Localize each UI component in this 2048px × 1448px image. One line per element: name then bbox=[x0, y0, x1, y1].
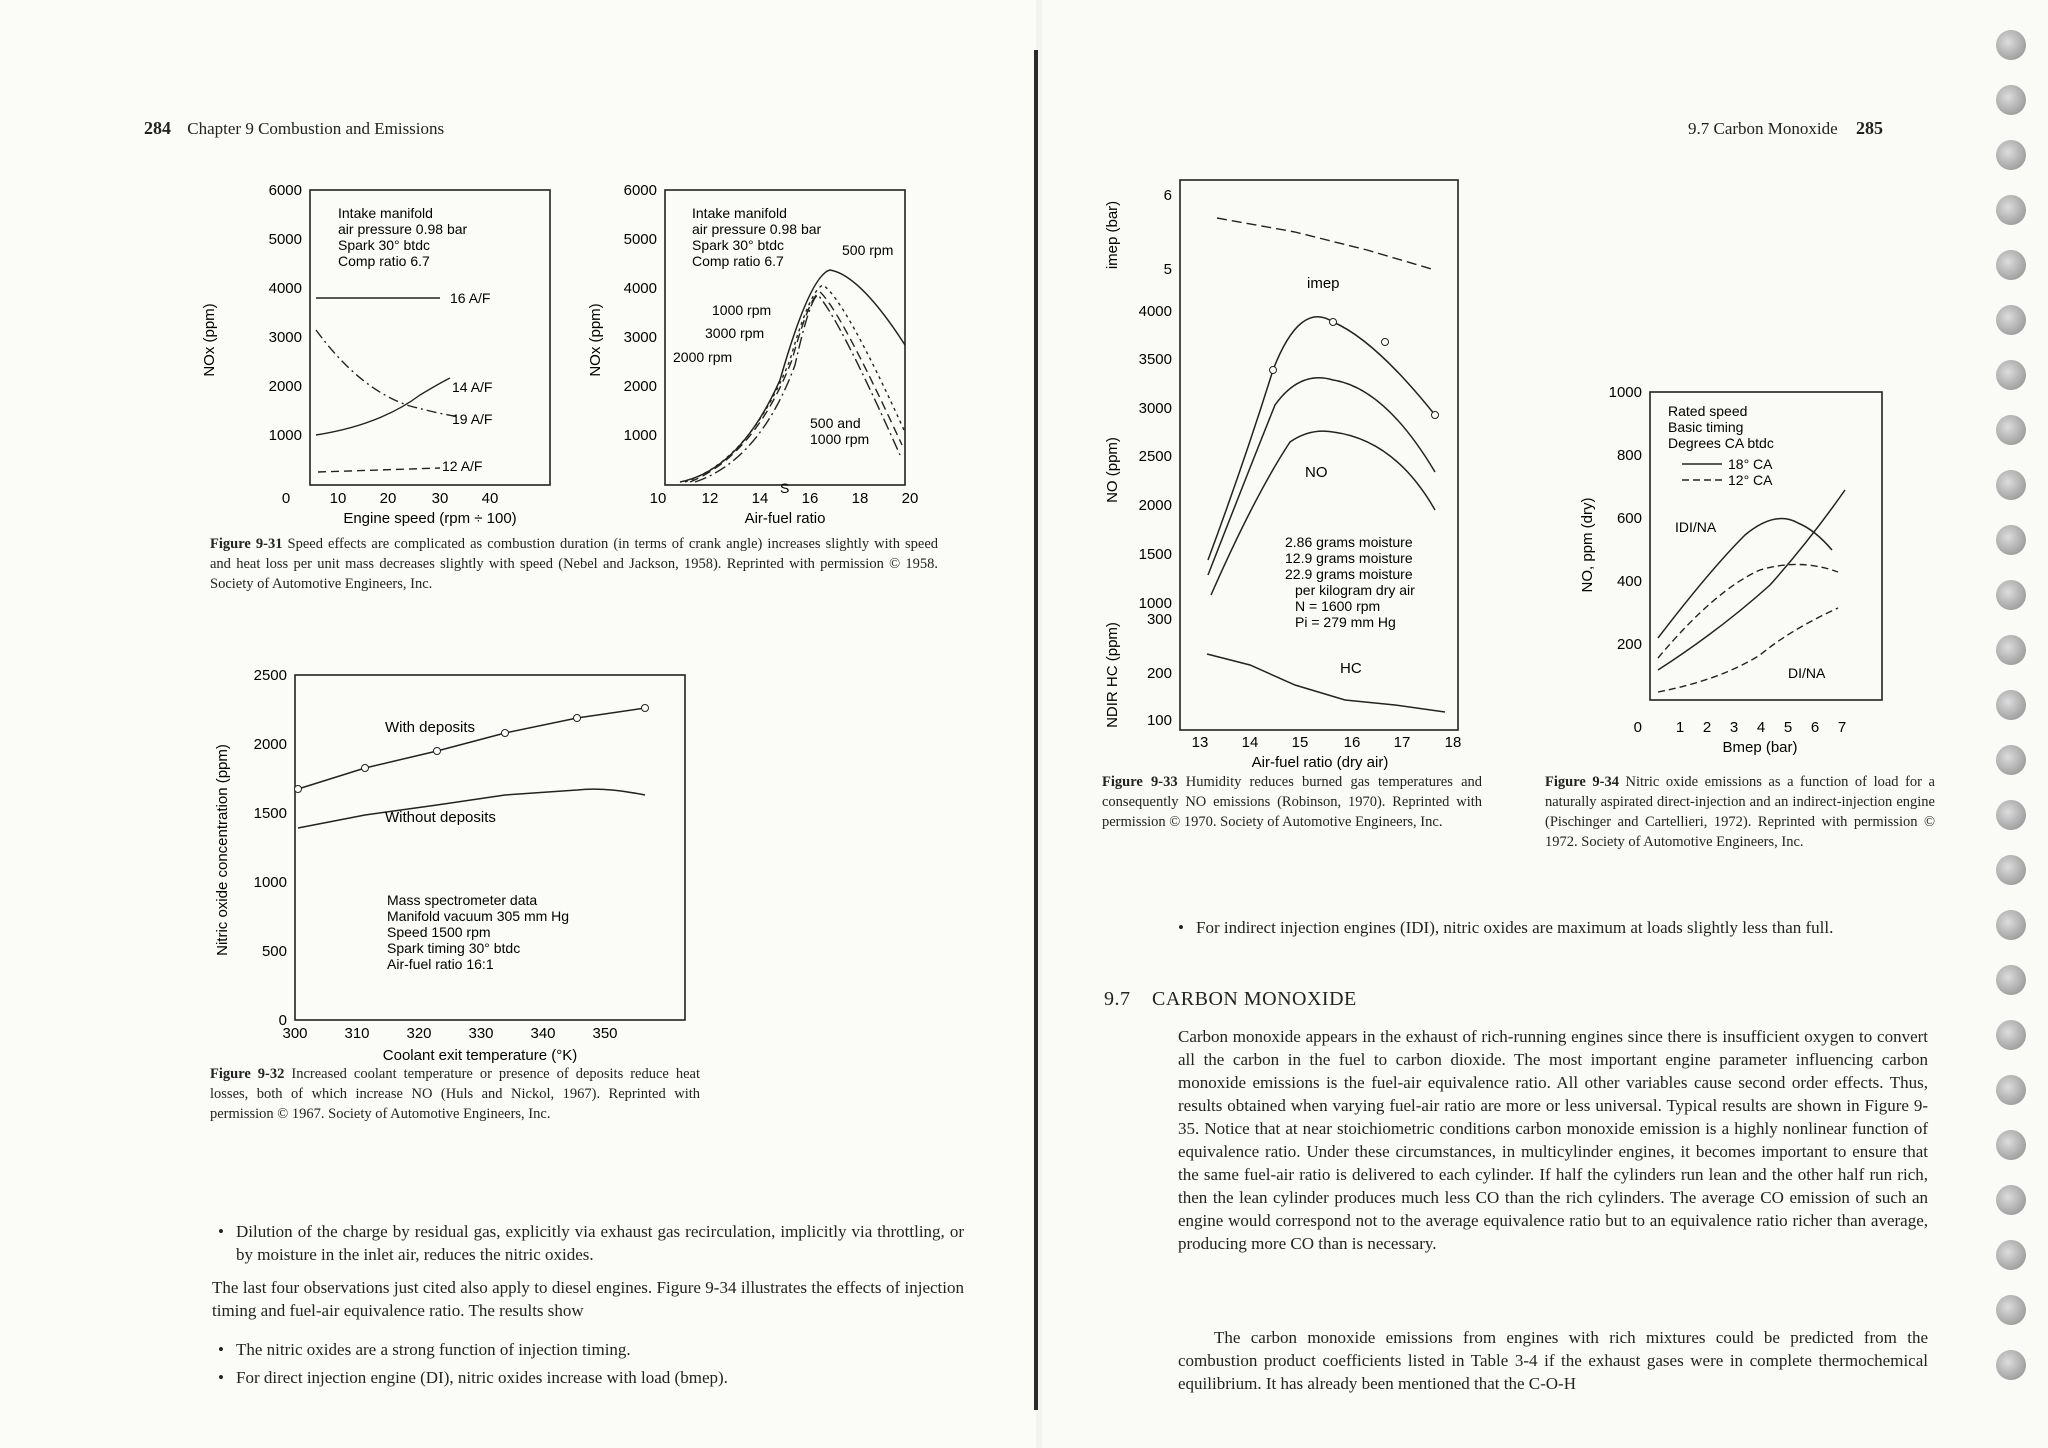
right-page-number: 285 bbox=[1855, 118, 1883, 138]
fig32-ylabel: Nitric oxide concentration (ppm) bbox=[214, 744, 231, 956]
fig31-right-xtick: 16 bbox=[801, 490, 819, 507]
fig31-left-ytick: 2000 bbox=[268, 378, 302, 395]
binder-ring bbox=[1996, 415, 2026, 445]
fig31-right-ytick: 6000 bbox=[623, 182, 657, 199]
binder-ring bbox=[1996, 195, 2026, 225]
fig33-caption-label: Figure 9-33 bbox=[1102, 774, 1178, 790]
binder-ring bbox=[1996, 305, 2026, 335]
fig32-ytick: 2500 bbox=[253, 667, 287, 684]
figure-9-32 bbox=[205, 665, 705, 1045]
fig32-xtick: 320 bbox=[406, 1025, 432, 1042]
fig31-caption-text: Speed effects are complicated as combustion duration (in terms of crank angle) increases slightly with speed and heat loss per unit mass decreases slightly with speed (Nebel and Jackson, 1958). Reprinted with permission © 1958. Society of Automotive Engineers, Inc. bbox=[210, 536, 939, 592]
left-running-head: Chapter 9 Combustion and Emissions bbox=[187, 119, 445, 138]
fig33-curve-hc bbox=[1207, 654, 1445, 712]
fig31-left-label-14af: 14 A/F bbox=[452, 379, 493, 395]
fig32-xlabel-holder bbox=[330, 1044, 630, 1066]
fig32-caption-text: Increased coolant temperature or presence of deposits reduce heat losses, both of which increase NO (Huls and Nickol, 1967). Reprinted with permission © 1967. Society of Automotive Engineers, Inc. bbox=[210, 1066, 700, 1122]
fig31-right-note: Intake manifold bbox=[692, 205, 787, 221]
fig34-ylabel: NO, ppm (dry) bbox=[1579, 497, 1596, 593]
fig31-right-xtick: 10 bbox=[649, 490, 667, 507]
binder-ring bbox=[1996, 1020, 2026, 1050]
right-paragraph-2: The carbon monoxide emissions from engines with rich mixtures could be predicted from the combustion product coefficients listed in Table 3-4 if the exhaust gases were in complete thermochemical equilibrium. It has already been mentioned that the C-O-H bbox=[1178, 1328, 1928, 1393]
fig34-xtick: 7 bbox=[1837, 719, 1847, 736]
fig31-right-xtick: 18 bbox=[851, 490, 869, 507]
binder-ring bbox=[1996, 910, 2026, 940]
fig33-caption-text: Humidity reduces burned gas temperatures and consequently NO emissions (Robinson, 1970). Reprinted with permission © 1970. Society of Automotive Engineers, Inc. bbox=[1102, 774, 1483, 830]
fig33-imep-curve-label: imep bbox=[1307, 275, 1340, 292]
fig33-no-tick: 1000 bbox=[1138, 595, 1172, 612]
fig34-curve-di-18 bbox=[1658, 490, 1845, 670]
fig33-point bbox=[1270, 367, 1277, 374]
fig31-left-note: air pressure 0.98 bar bbox=[338, 221, 468, 237]
fig31-left-curve-12af bbox=[318, 468, 440, 472]
fig33-legend: 12.9 grams moisture bbox=[1285, 550, 1413, 566]
fig34-ytick: 0 bbox=[1633, 719, 1642, 736]
binder-ring bbox=[1996, 360, 2026, 390]
fig33-no-curve-label: NO bbox=[1305, 464, 1328, 481]
fig34-caption-text: Nitric oxide emissions as a function of load for a naturally aspirated direct-injection and an indirect-injection engine (Pischinger and Cartellieri, 1972). Reprinted with permission © 1972. Society of Automotive Engineers, Inc. bbox=[1545, 774, 1935, 850]
binder-ring bbox=[1996, 1350, 2026, 1380]
right-bullet-idi bbox=[1178, 916, 1928, 939]
fig32-point bbox=[574, 715, 581, 722]
binder-ring bbox=[1996, 965, 2026, 995]
fig31-right-ytick: 4000 bbox=[623, 280, 657, 297]
figure-9-31 bbox=[180, 180, 940, 530]
fig31-right-label-2000: 2000 rpm bbox=[673, 349, 733, 365]
fig33-hc-curve-label: HC bbox=[1340, 660, 1362, 677]
fig33-legend: 22.9 grams moisture bbox=[1285, 566, 1413, 582]
fig33-no-tick: 3000 bbox=[1138, 400, 1172, 417]
bullet-dot: • bbox=[218, 1368, 224, 1387]
fig34-curve-idi-18 bbox=[1658, 519, 1832, 638]
fig34-xtick: 5 bbox=[1783, 719, 1793, 736]
fig33-hc-label: NDIR HC (ppm) bbox=[1104, 622, 1121, 728]
left-page-number: 284 bbox=[144, 118, 171, 138]
fig33-no-label: NO (ppm) bbox=[1104, 437, 1121, 503]
binder-ring bbox=[1996, 525, 2026, 555]
fig31-left-xlabel: Engine speed (rpm ÷ 100) bbox=[343, 510, 517, 527]
binder-ring bbox=[1996, 800, 2026, 830]
fig32-ytick: 0 bbox=[278, 1012, 287, 1029]
fig31-right-label-500: 500 rpm bbox=[842, 242, 894, 258]
left-paragraph: The last four observations just cited also apply to diesel engines. Figure 9-34 illustrates the effects of injection timing and fuel-air equivalence ratio. The results show bbox=[212, 1278, 964, 1320]
fig32-note: Air-fuel ratio 16:1 bbox=[387, 956, 494, 972]
section-title: CARBON MONOXIDE bbox=[1152, 988, 1357, 1010]
fig31-right-label-1000rpm: 1000 rpm bbox=[810, 431, 870, 447]
fig31-right-note: air pressure 0.98 bar bbox=[692, 221, 822, 237]
fig33-imep-label: imep (bar) bbox=[1104, 200, 1121, 270]
fig33-hc-tick: 300 bbox=[1146, 611, 1172, 628]
figure-9-34 bbox=[1540, 380, 1940, 770]
fig31-right-ytick: 1000 bbox=[623, 427, 657, 444]
binder-ring bbox=[1996, 85, 2026, 115]
fig33-xlabel: Air-fuel ratio (dry air) bbox=[1251, 754, 1389, 770]
fig32-ytick: 1000 bbox=[253, 874, 287, 891]
fig31-left-note: Intake manifold bbox=[338, 205, 433, 221]
binder-ring bbox=[1996, 30, 2026, 60]
fig31-right-ylabel: NOx (ppm) bbox=[587, 303, 604, 377]
fig32-point bbox=[642, 705, 649, 712]
fig31-right-label-s: S bbox=[780, 480, 790, 496]
fig31-left-ytick: 6000 bbox=[268, 182, 302, 199]
fig32-caption bbox=[210, 1064, 700, 1124]
fig33-xtick: 14 bbox=[1241, 734, 1259, 751]
fig31-right-ytick: 2000 bbox=[623, 378, 657, 395]
left-bullet-3-text: For direct injection engine (DI), nitric oxides increase with load (bmep). bbox=[236, 1368, 728, 1387]
fig31-right-xtick: 12 bbox=[701, 490, 719, 507]
fig34-ytick: 800 bbox=[1616, 447, 1642, 464]
fig33-legend: Pi = 279 mm Hg bbox=[1295, 614, 1396, 630]
fig32-point bbox=[434, 748, 441, 755]
right-running-head: 9.7 Carbon Monoxide bbox=[1688, 119, 1838, 138]
fig33-xtick: 17 bbox=[1393, 734, 1411, 751]
fig32-label-with: With deposits bbox=[385, 719, 476, 736]
fig33-no-tick: 4000 bbox=[1138, 303, 1172, 320]
bullet-dot: • bbox=[218, 1340, 224, 1359]
fig31-caption-label: Figure 9-31 bbox=[210, 536, 283, 552]
fig31-right-curve-3000rpm bbox=[690, 292, 902, 482]
fig31-left-ytick: 4000 bbox=[268, 280, 302, 297]
left-bullet-dilution bbox=[218, 1220, 964, 1266]
fig31-right-note: Spark 30° btdc bbox=[692, 237, 784, 253]
left-bullet-di bbox=[218, 1366, 964, 1389]
fig32-note: Speed 1500 rpm bbox=[387, 924, 491, 940]
binder-ring bbox=[1996, 470, 2026, 500]
fig33-imep-tick: 5 bbox=[1163, 261, 1172, 278]
fig34-xtick: 2 bbox=[1702, 719, 1712, 736]
fig31-left-ytick: 1000 bbox=[268, 427, 302, 444]
fig32-ytick: 2000 bbox=[253, 736, 287, 753]
binder-ring bbox=[1996, 1130, 2026, 1160]
fig33-xtick: 18 bbox=[1444, 734, 1462, 751]
left-bullet-1-text: Dilution of the charge by residual gas, explicitly via exhaust gas recirculation, implicitly via throttling, or by moisture in the inlet air, reduces the nitric oxides. bbox=[236, 1222, 964, 1264]
figure-9-33 bbox=[1095, 170, 1475, 770]
fig32-point bbox=[362, 765, 369, 772]
fig31-left-xtick: 30 bbox=[431, 490, 449, 507]
fig33-legend: 2.86 grams moisture bbox=[1285, 534, 1413, 550]
section-heading bbox=[1104, 988, 1357, 1011]
fig34-caption-label: Figure 9-34 bbox=[1545, 774, 1619, 790]
fig33-no-tick: 2500 bbox=[1138, 448, 1172, 465]
fig34-label-di: DI/NA bbox=[1788, 665, 1826, 681]
fig31-left-curve-19af bbox=[316, 378, 450, 435]
fig31-left-xtick: 0 bbox=[281, 490, 291, 507]
fig31-left-ytick: 5000 bbox=[268, 231, 302, 248]
fig32-xtick: 340 bbox=[530, 1025, 556, 1042]
binder-ring bbox=[1996, 140, 2026, 170]
fig31-left-xtick: 20 bbox=[379, 490, 397, 507]
binder-ring bbox=[1996, 745, 2026, 775]
fig31-left-note: Spark 30° btdc bbox=[338, 237, 430, 253]
fig32-xtick: 350 bbox=[592, 1025, 618, 1042]
fig33-hc-tick: 100 bbox=[1146, 712, 1172, 729]
fig31-right-ytick: 3000 bbox=[623, 329, 657, 346]
binder-ring bbox=[1996, 1185, 2026, 1215]
fig31-left-ylabel: NOx (ppm) bbox=[201, 303, 218, 377]
fig31-right-note: Comp ratio 6.7 bbox=[692, 253, 784, 269]
fig33-legend: per kilogram dry air bbox=[1295, 582, 1415, 598]
fig32-note: Spark timing 30° btdc bbox=[387, 940, 521, 956]
fig31-left-curve-14af bbox=[316, 330, 460, 417]
fig34-caption bbox=[1545, 772, 1935, 852]
fig32-note: Manifold vacuum 305 mm Hg bbox=[387, 908, 570, 924]
fig31-left-label-16af: 16 A/F bbox=[450, 290, 491, 306]
fig34-note: Degrees CA btdc bbox=[1668, 435, 1774, 451]
fig31-right-label-1000: 1000 rpm bbox=[712, 302, 772, 318]
fig34-legend: 12° CA bbox=[1728, 472, 1773, 488]
fig33-legend: N = 1600 rpm bbox=[1295, 598, 1381, 614]
fig34-note: Basic timing bbox=[1668, 419, 1744, 435]
fig33-no-tick: 2000 bbox=[1138, 497, 1172, 514]
binder-ring bbox=[1996, 1295, 2026, 1325]
binder-ring bbox=[1996, 690, 2026, 720]
fig31-right-label-500and: 500 and bbox=[810, 415, 861, 431]
fig31-right-plot bbox=[587, 182, 918, 527]
binder-ring bbox=[1996, 635, 2026, 665]
fig33-caption bbox=[1102, 772, 1482, 832]
fig34-ytick: 200 bbox=[1616, 636, 1642, 653]
fig33-curve-no-286 bbox=[1208, 317, 1435, 560]
right-running-header bbox=[1688, 118, 1883, 139]
fig33-xtick: 16 bbox=[1343, 734, 1361, 751]
page-gutter bbox=[1034, 50, 1038, 1410]
fig32-xlabel: Coolant exit temperature (°K) bbox=[382, 1047, 578, 1064]
fig31-caption bbox=[210, 534, 938, 594]
fig34-ytick: 1000 bbox=[1608, 384, 1642, 401]
fig34-legend: 18° CA bbox=[1728, 456, 1773, 472]
binder-ring bbox=[1996, 855, 2026, 885]
right-bullet-text: For indirect injection engines (IDI), nitric oxides are maximum at loads slightly less than full. bbox=[1196, 918, 1834, 937]
fig32-xtick: 310 bbox=[344, 1025, 370, 1042]
fig31-left-xtick: 10 bbox=[329, 490, 347, 507]
fig31-left-label-12af: 12 A/F bbox=[442, 458, 483, 474]
fig31-right-label-3000: 3000 rpm bbox=[705, 325, 765, 341]
fig32-ytick: 1500 bbox=[253, 805, 287, 822]
fig31-left-xtick: 40 bbox=[481, 490, 499, 507]
bullet-dot: • bbox=[218, 1222, 224, 1241]
fig31-left-note: Comp ratio 6.7 bbox=[338, 253, 430, 269]
fig32-caption-label: Figure 9-32 bbox=[210, 1066, 285, 1082]
fig32-xtick: 300 bbox=[282, 1025, 308, 1042]
bullet-dot: • bbox=[1178, 918, 1184, 937]
fig31-left-ytick: 3000 bbox=[268, 329, 302, 346]
fig32-point bbox=[502, 730, 509, 737]
fig34-xtick: 1 bbox=[1675, 719, 1685, 736]
fig33-point bbox=[1382, 339, 1389, 346]
binder-ring bbox=[1996, 1075, 2026, 1105]
fig33-xtick: 15 bbox=[1291, 734, 1309, 751]
fig33-imep-tick: 6 bbox=[1163, 187, 1172, 204]
fig31-right-xtick: 20 bbox=[901, 490, 919, 507]
binder-ring bbox=[1996, 1240, 2026, 1270]
fig34-xtick: 3 bbox=[1729, 719, 1739, 736]
binder-ring bbox=[1996, 580, 2026, 610]
fig33-point bbox=[1330, 319, 1337, 326]
left-bullet-timing bbox=[218, 1338, 964, 1361]
fig32-label-without: Without deposits bbox=[385, 809, 496, 826]
binder-ring bbox=[1996, 250, 2026, 280]
fig31-right-xtick: 14 bbox=[751, 490, 769, 507]
fig33-curve-imep bbox=[1217, 218, 1435, 270]
left-bullet-2-text: The nitric oxides are a strong function of injection timing. bbox=[236, 1340, 631, 1359]
fig34-xtick: 6 bbox=[1810, 719, 1820, 736]
fig34-xtick: 4 bbox=[1756, 719, 1766, 736]
fig34-ytick: 400 bbox=[1616, 573, 1642, 590]
fig33-xtick: 13 bbox=[1191, 734, 1209, 751]
fig34-note: Rated speed bbox=[1668, 403, 1748, 419]
fig33-no-tick: 1500 bbox=[1138, 546, 1172, 563]
fig34-curve-idi-12 bbox=[1658, 564, 1838, 658]
fig34-ytick: 600 bbox=[1616, 510, 1642, 527]
fig31-right-ytick: 5000 bbox=[623, 231, 657, 248]
fig31-right-xlabel: Air-fuel ratio bbox=[744, 510, 826, 527]
fig32-ytick: 500 bbox=[261, 943, 287, 960]
fig34-xlabel: Bmep (bar) bbox=[1722, 739, 1798, 756]
fig34-label-idi: IDI/NA bbox=[1675, 519, 1717, 535]
fig31-left-plot bbox=[201, 182, 550, 527]
fig32-note: Mass spectrometer data bbox=[387, 892, 538, 908]
fig31-left-label-19af: 19 A/F bbox=[452, 411, 493, 427]
section-number: 9.7 bbox=[1104, 988, 1131, 1010]
fig33-frame bbox=[1180, 180, 1458, 730]
left-running-header bbox=[144, 118, 444, 139]
fig33-point bbox=[1432, 412, 1439, 419]
fig32-xtick: 330 bbox=[468, 1025, 494, 1042]
right-paragraph-1: Carbon monoxide appears in the exhaust of rich-running engines since there is insufficient oxygen to convert all the carbon in the fuel to carbon dioxide. The most important engine parameter influencing carbon monoxide emissions is the fuel-air equivalence ratio. All other variables cause second order effects. Thus, results obtained when varying fuel-air ratio are more or less universal. Typical results are shown in Figure 9-35. Notice that at near stoichiometric conditions carbon monoxide emission is a highly nonlinear function of equivalence ratio. Under these circumstances, in multicylinder engines, it becomes important to ensure that the same fuel-air ratio is delivered to each cylinder. If half the cylinders run lean and the other half run rich, then the lean cylinder produces much less CO than the rich cylinders. The average CO emission of such an engine would correspond not to the average equivalence ratio but to an equivalence ratio richer than average, producing more CO than is necessary. bbox=[1178, 1027, 1928, 1253]
fig33-hc-tick: 200 bbox=[1146, 665, 1172, 682]
fig33-no-tick: 3500 bbox=[1138, 351, 1172, 368]
fig32-point bbox=[295, 786, 302, 793]
